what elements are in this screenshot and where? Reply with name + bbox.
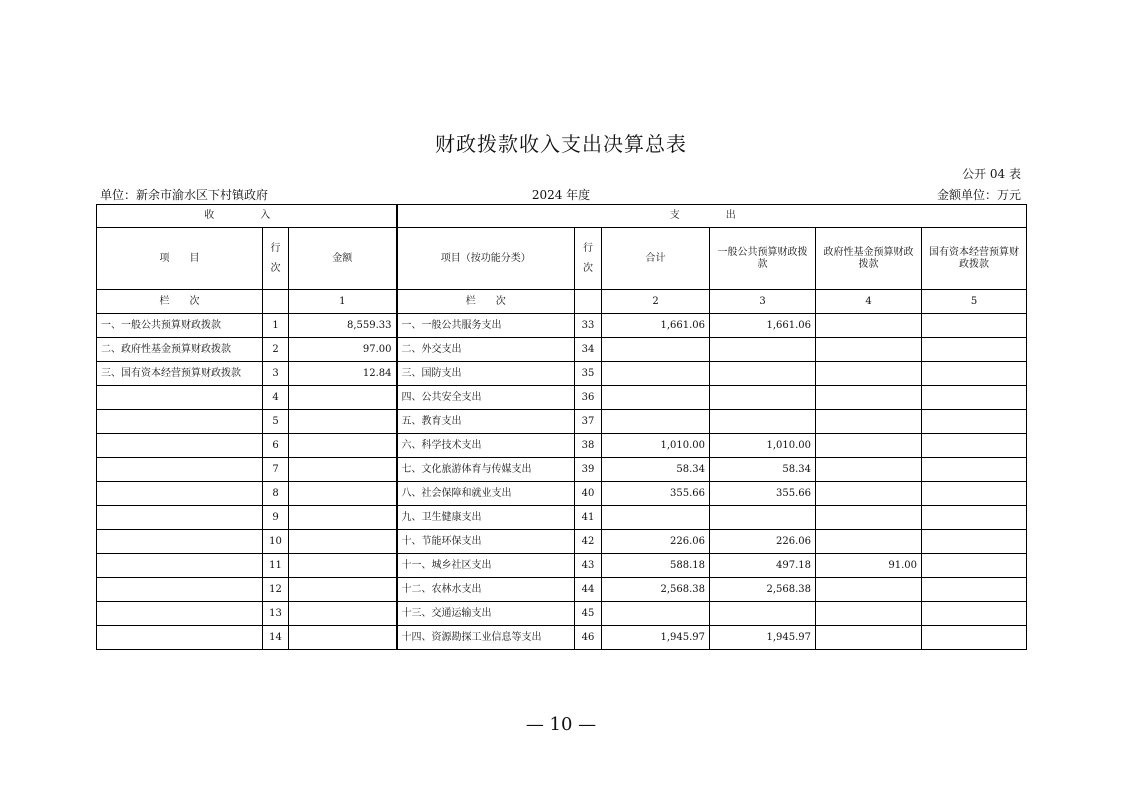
gov-fund-cell: [816, 410, 922, 434]
state-capital-cell: [922, 602, 1027, 626]
income-item-cell: [97, 458, 263, 482]
income-amount-cell: [289, 434, 397, 458]
state-capital-cell: [922, 482, 1027, 506]
income-item-cell: 一、一般公共预算财政拨款: [97, 314, 263, 338]
expense-row-no-cell: 43: [575, 554, 602, 578]
total-cell: [602, 506, 710, 530]
table-row: [97, 482, 1027, 506]
col-number-2: 2: [602, 290, 710, 314]
total-cell: [602, 410, 710, 434]
expense-item-cell: 三、国防支出: [397, 362, 575, 386]
table-row: [97, 626, 1027, 650]
income-item-cell: [97, 626, 263, 650]
income-row-no-cell: 7: [263, 458, 289, 482]
income-row-no-cell: 13: [263, 602, 289, 626]
budget-table: [96, 204, 1027, 650]
gov-fund-cell: [816, 578, 922, 602]
expense-row-no-cell: 35: [575, 362, 602, 386]
expense-item-cell: 六、科学技术支出: [397, 434, 575, 458]
col-no-blank-left: [263, 290, 289, 314]
income-amount-cell: 12.84: [289, 362, 397, 386]
expense-item-cell: 七、文化旅游体育与传媒支出: [397, 458, 575, 482]
expense-row-no-cell: 41: [575, 506, 602, 530]
reporting-unit: 单位：新余市渝水区下村镇政府: [100, 188, 269, 202]
gov-fund-cell: [816, 506, 922, 530]
table-row: [97, 506, 1027, 530]
state-capital-header: 国有资本经营预算财政拨款: [922, 228, 1027, 290]
col-no-blank-right: [575, 290, 602, 314]
expense-row-no-cell: 37: [575, 410, 602, 434]
expense-item-cell: 五、教育支出: [397, 410, 575, 434]
expense-row-no-cell: 33: [575, 314, 602, 338]
expense-item-cell: 八、社会保障和就业支出: [397, 482, 575, 506]
income-item-header: 项 目: [97, 228, 263, 290]
total-cell: 1,661.06: [602, 314, 710, 338]
state-capital-cell: [922, 386, 1027, 410]
income-item-cell: [97, 482, 263, 506]
state-capital-cell: [922, 578, 1027, 602]
col-number-3: 3: [710, 290, 816, 314]
income-amount-cell: [289, 386, 397, 410]
income-amount-cell: [289, 626, 397, 650]
income-item-cell: [97, 386, 263, 410]
general-budget-cell: 1,661.06: [710, 314, 816, 338]
expense-row-no-cell: 38: [575, 434, 602, 458]
general-budget-cell: 355.66: [710, 482, 816, 506]
gov-fund-cell: 91.00: [816, 554, 922, 578]
state-capital-cell: [922, 554, 1027, 578]
income-item-cell: [97, 602, 263, 626]
income-item-cell: [97, 554, 263, 578]
expense-item-cell: 十三、交通运输支出: [397, 602, 575, 626]
gov-fund-cell: [816, 386, 922, 410]
expense-item-cell: 十二、农林水支出: [397, 578, 575, 602]
table-row: [97, 362, 1027, 386]
income-row-no-cell: 12: [263, 578, 289, 602]
table-row: [97, 410, 1027, 434]
general-budget-cell: [710, 410, 816, 434]
table-row: [97, 578, 1027, 602]
income-amount-cell: 8,559.33: [289, 314, 397, 338]
form-number: 公开 04 表: [962, 167, 1021, 181]
income-amount-cell: [289, 410, 397, 434]
income-row-no-cell: 1: [263, 314, 289, 338]
gov-fund-cell: [816, 338, 922, 362]
fiscal-year: 2024 年度: [531, 188, 591, 202]
general-budget-cell: 1,010.00: [710, 434, 816, 458]
expense-row-no-cell: 46: [575, 626, 602, 650]
general-budget-cell: 1,945.97: [710, 626, 816, 650]
income-row-no-cell: 3: [263, 362, 289, 386]
page-title: 财政拨款收入支出决算总表: [435, 132, 687, 156]
income-item-cell: [97, 578, 263, 602]
total-cell: [602, 386, 710, 410]
gov-fund-cell: [816, 434, 922, 458]
col-label-right: 栏 次: [397, 290, 575, 314]
state-capital-cell: [922, 314, 1027, 338]
state-capital-cell: [922, 362, 1027, 386]
total-cell: 588.18: [602, 554, 710, 578]
page-number: — 10 —: [525, 714, 597, 735]
expense-row-no-cell: 34: [575, 338, 602, 362]
table-row: [97, 434, 1027, 458]
expense-row-no-cell: 40: [575, 482, 602, 506]
income-row-no-cell: 4: [263, 386, 289, 410]
expense-item-header: 项目（按功能分类）: [397, 228, 575, 290]
table-row: [97, 602, 1027, 626]
gov-fund-cell: [816, 602, 922, 626]
income-row-no-cell: 11: [263, 554, 289, 578]
expense-row-no-header: 行次: [575, 228, 602, 290]
expense-item-cell: 一、一般公共服务支出: [397, 314, 575, 338]
table-row: [97, 458, 1027, 482]
state-capital-cell: [922, 626, 1027, 650]
general-budget-cell: [710, 386, 816, 410]
income-amount-cell: [289, 458, 397, 482]
expense-item-cell: 十一、城乡社区支出: [397, 554, 575, 578]
income-row-no-header: 行次: [263, 228, 289, 290]
income-row-no-cell: 2: [263, 338, 289, 362]
income-item-cell: [97, 530, 263, 554]
table-row: [97, 554, 1027, 578]
income-item-cell: 三、国有资本经营预算财政拨款: [97, 362, 263, 386]
total-cell: 355.66: [602, 482, 710, 506]
col-label-left: 栏 次: [97, 290, 263, 314]
total-cell: [602, 362, 710, 386]
income-amount-header: 金额: [289, 228, 397, 290]
currency-unit: 金额单位：万元: [936, 188, 1021, 202]
state-capital-cell: [922, 530, 1027, 554]
expense-item-cell: 四、公共安全支出: [397, 386, 575, 410]
total-cell: [602, 602, 710, 626]
total-cell: 1,010.00: [602, 434, 710, 458]
general-budget-cell: [710, 602, 816, 626]
gov-fund-cell: [816, 482, 922, 506]
gov-fund-cell: [816, 530, 922, 554]
table-row: [97, 314, 1027, 338]
income-amount-cell: [289, 506, 397, 530]
gov-fund-cell: [816, 626, 922, 650]
income-item-cell: [97, 506, 263, 530]
state-capital-cell: [922, 338, 1027, 362]
expense-item-cell: 十四、资源勘探工业信息等支出: [397, 626, 575, 650]
income-row-no-cell: 10: [263, 530, 289, 554]
group-header-row: [97, 205, 1027, 228]
general-budget-header: 一般公共预算财政拨款: [710, 228, 816, 290]
total-cell: 58.34: [602, 458, 710, 482]
general-budget-cell: 226.06: [710, 530, 816, 554]
general-budget-cell: 497.18: [710, 554, 816, 578]
income-amount-cell: [289, 482, 397, 506]
state-capital-cell: [922, 458, 1027, 482]
income-row-no-cell: 6: [263, 434, 289, 458]
expense-row-no-cell: 36: [575, 386, 602, 410]
column-header-row: [97, 228, 1027, 290]
income-item-cell: [97, 410, 263, 434]
income-amount-cell: [289, 578, 397, 602]
income-row-no-cell: 9: [263, 506, 289, 530]
expense-row-no-cell: 44: [575, 578, 602, 602]
expense-row-no-cell: 45: [575, 602, 602, 626]
table-row: [97, 338, 1027, 362]
income-row-no-cell: 14: [263, 626, 289, 650]
total-cell: 2,568.38: [602, 578, 710, 602]
expense-group-header: 支 出: [397, 205, 1027, 228]
state-capital-cell: [922, 410, 1027, 434]
income-amount-cell: [289, 554, 397, 578]
income-item-cell: 二、政府性基金预算财政拨款: [97, 338, 263, 362]
income-row-no-cell: 5: [263, 410, 289, 434]
col-number-5: 5: [922, 290, 1027, 314]
total-cell: 226.06: [602, 530, 710, 554]
general-budget-cell: [710, 338, 816, 362]
total-header: 合计: [602, 228, 710, 290]
table-row: [97, 386, 1027, 410]
state-capital-cell: [922, 506, 1027, 530]
general-budget-cell: [710, 506, 816, 530]
expense-item-cell: 九、卫生健康支出: [397, 506, 575, 530]
table-row: [97, 530, 1027, 554]
total-cell: [602, 338, 710, 362]
state-capital-cell: [922, 434, 1027, 458]
gov-fund-cell: [816, 458, 922, 482]
total-cell: 1,945.97: [602, 626, 710, 650]
income-row-no-cell: 8: [263, 482, 289, 506]
col-number-4: 4: [816, 290, 922, 314]
general-budget-cell: [710, 362, 816, 386]
col-number-1: 1: [289, 290, 397, 314]
income-amount-cell: 97.00: [289, 338, 397, 362]
expense-item-cell: 二、外交支出: [397, 338, 575, 362]
gov-fund-cell: [816, 362, 922, 386]
gov-fund-cell: [816, 314, 922, 338]
expense-row-no-cell: 39: [575, 458, 602, 482]
general-budget-cell: 58.34: [710, 458, 816, 482]
expense-row-no-cell: 42: [575, 530, 602, 554]
general-budget-cell: 2,568.38: [710, 578, 816, 602]
income-item-cell: [97, 434, 263, 458]
column-number-row: [97, 290, 1027, 314]
income-amount-cell: [289, 530, 397, 554]
gov-fund-header: 政府性基金预算财政拨款: [816, 228, 922, 290]
income-amount-cell: [289, 602, 397, 626]
income-group-header: 收 入: [97, 205, 397, 228]
expense-item-cell: 十、节能环保支出: [397, 530, 575, 554]
